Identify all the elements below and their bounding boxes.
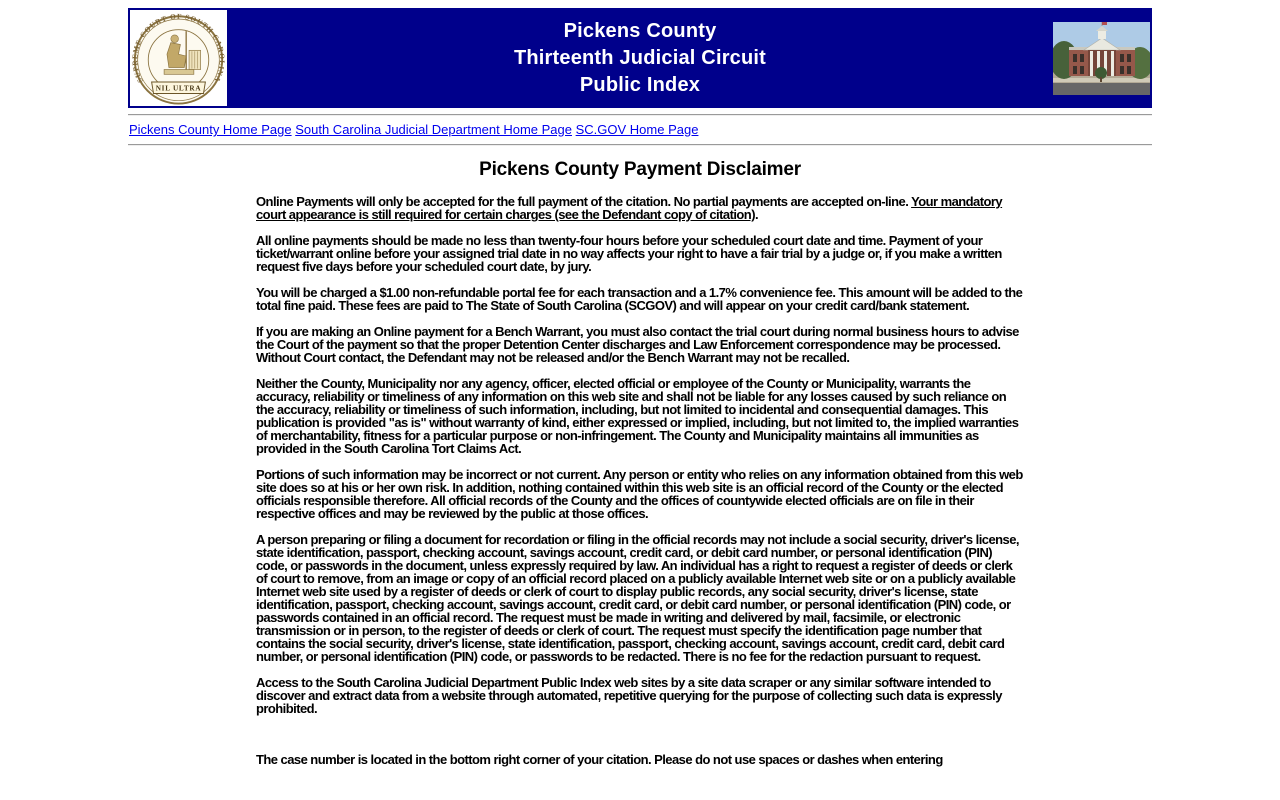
paragraph-text: Neither the County, Municipality nor any agency, officer, elected official or employee of the County or Municipality, warrants the accuracy, reliability or timeliness of any information on this web site and shall not be liable for any losses caused by such reliance on the accuracy, reliability or timeliness of such information, including, but not limited to incidental and consequential damages. This publication is provided "as is" without warranty of kind, either expressed or implied, including, but not limited to, the implied warranties of merchantability, fitness for a particular purpose or non-infringement. The County and Municipality maintains all immunities as provided in the South Carolina Tort Claims Act. [256,376,1019,456]
seal-icon [130,10,227,106]
divider-bottom [128,144,1152,146]
paragraph-text: Online Payments will only be accepted for the full payment of the citation. No partial payments are accepted on-line. [256,194,912,209]
disclaimer-paragraph [256,753,1024,766]
seal-banner [152,82,206,94]
nav-link-sc-gov-home-page[interactable]: SC.GOV Home Page [575,122,699,137]
disclaimer-paragraph [256,468,1024,520]
nav-links [128,122,1152,138]
paragraph-text: You will be charged a $1.00 non-refundable portal fee for each transaction and a 1.7% convenience fee. This amount will be added to the total fine paid. These fees are paid to The State of South Carolina (SCGOV) and will appear on your credit card/bank statement. [256,285,1023,313]
courthouse-image [1053,22,1150,95]
paragraph-text: If you are making an Online payment for a Bench Warrant, you must also contact the trial court during normal business hours to advise the Court of the payment so that the proper Detention Center discharges and Law Enforcement correspondence may be processed. Without Court contact, the Defendant may not be released and/or the Bench Warrant may not be recalled. [256,324,1019,365]
disclaimer-paragraph [256,195,1024,221]
seal-banner-text: NIL ULTRA [155,84,202,93]
header-banner [128,8,1152,108]
seal-ring-text: SUPREME COURT OF SOUTH CAROLINA [131,12,226,84]
site-title [227,18,1053,99]
paragraph-text: A person preparing or filing a document for recordation or filing in the official records may not include a social security, driver's license, state identification, passport, checking account, savings account, credit card, or debit card number, or personal identification (PIN) code, or passwords in the document, unless expressly required by law. An individual has a right to request a register of deeds or clerk of court to remove, from an image or copy of an official record placed on a publicly available Internet web site or on a publicly available Internet web site used by a register of deeds or clerk of court to display public records, any social security, driver's license, state identification, passport, checking account, savings account, credit card, or debit card number, or personal identification (PIN) code, or passwords contained in an official record. The request must be made in writing and delivered by mail, facsimile, or electronic transmission or in person, to the register of deeds or clerk of court. The request must specify the identification page number that contains the social security, driver's license, state identification, passport, checking account, savings account, credit card, debit card number, or personal identification (PIN) code, or passwords to be redacted. There is no fee for the redaction pursuant to request. [256,532,1019,664]
disclaimer-paragraph [256,377,1024,455]
site-title-line-1: Pickens County [563,19,717,42]
disclaimer-paragraph [256,286,1024,312]
supreme-court-seal [130,10,227,106]
underlined-emphasis: Your mandatory court appearance is still required for certain charges (see the Defendant copy of citation) [256,194,1003,222]
page-title: Pickens County Payment Disclaimer [479,159,801,180]
divider-top [128,114,1152,116]
paragraph-text: Access to the South Carolina Judicial Department Public Index web sites by a site data scraper or any similar software intended to discover and extract data from a website through automated, repetitive querying for the purpose of collecting such data is expressly prohibited. [256,675,1002,716]
nav-link-south-carolina-judicial-department-home-page[interactable]: South Carolina Judicial Department Home Page [295,122,572,137]
courthouse-photo [1053,22,1150,95]
site-title-line-2: Thirteenth Judicial Circuit [513,46,767,69]
page-container [128,8,1152,766]
nav-link-pickens-county-home-page[interactable]: Pickens County Home Page [129,122,292,137]
paragraph-text: . [754,207,759,222]
paragraph-text: The case number is located in the bottom right corner of your citation. Please do not use spaces or dashes when entering [256,752,943,767]
disclaimer-paragraph [256,325,1024,364]
paragraph-text: All online payments should be made no less than twenty-four hours before your scheduled court date and time. Payment of your ticket/warrant online before your assigned trial date in no way affects your right to have a fair trial by a judge or, if you make a written request five days before your scheduled court date, by jury. [256,233,1002,274]
site-title-line-3: Public Index [579,73,701,96]
disclaimer-paragraph [256,533,1024,663]
main-content [128,159,1152,766]
disclaimer-paragraph [256,234,1024,273]
disclaimer-paragraph [256,676,1024,715]
paragraph-text: Portions of such information may be incorrect or not current. Any person or entity who relies on any information obtained from this web site does so at his or her own risk. In addition, nothing contained within this web site is an official record of the County or the elected officials responsible therefore. All official records of the County and the offices of countywide elected officials are on file in their respective offices and may be reviewed by the public at those offices. [256,467,1023,521]
disclaimer-paragraphs [256,195,1024,766]
